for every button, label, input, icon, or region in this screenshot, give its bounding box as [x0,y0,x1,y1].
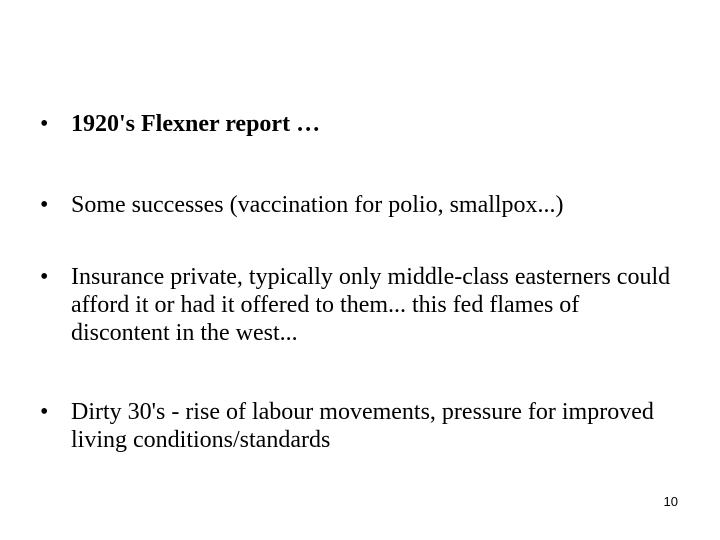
bullet-item [40,398,680,454]
bullet-icon: • [40,264,49,290]
page-number: 10 [663,494,678,509]
bullet-text: 1920's Flexner report … [71,111,321,137]
bullet-icon: • [40,399,49,425]
bullet-item [40,263,680,347]
bullet-icon: • [40,111,49,137]
bullet-text: Some successes (vaccination for polio, smallpox...) [71,192,564,218]
bullet-icon: • [40,192,49,218]
bullet-text: Dirty 30's - rise of labour movements, pressure for improved living conditions/standards [71,399,654,453]
bullet-item [40,110,680,138]
bullet-text: Insurance private, typically only middle-class easterners could afford it or had it offered to them... this fed flames of discontent in the west... [71,264,671,346]
bullet-item [40,191,680,219]
